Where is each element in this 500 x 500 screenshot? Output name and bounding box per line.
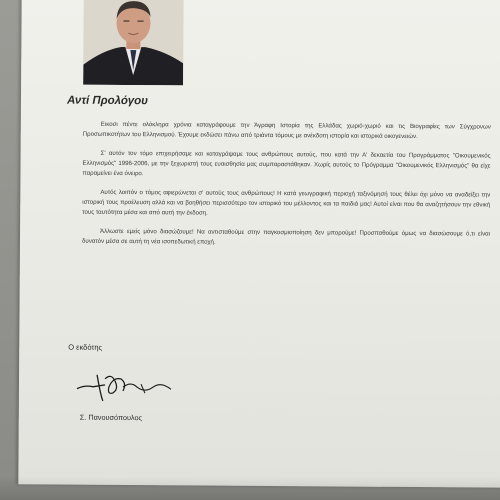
paragraph: Εικοσι πέντε ολόκληρα χρόνια καταγράφουμε την Άγραφη Ιστορία της Ελλάδας χωριό-χωριό και τις Βιογραφίες των Σύγχρονων Προσωπικοτήτων του Ελληνισμού. Έχουμε εκδώσει πάνω από τριάντα τόμους με ανέκδοτη ιστορία και ιστορικά οικογενειών. xyxy=(82,120,491,141)
paragraph: Αυτός λοιπόν ο τόμος αφιερώνεται σ' αυτούς τους ανθρώπους! Η κατά γεωγραφική περιοχή ταξινόμησή τους θέλει όχι μόνο να αναδείξει την ιστορική τους προέλευση αλλά και να βοηθήσει περισσότερο τον ιστορικό του μέλλοντος και τα παιδιά μας! Αυτοί είναι που θα αναζητήσουν την εθνική τους ταυτότητα μέσα και από αυτή την έκδοση. xyxy=(82,188,491,217)
preface-title: Αντί Προλόγου xyxy=(66,94,148,108)
portrait-image xyxy=(83,0,184,85)
handwritten-signature xyxy=(75,367,175,408)
publisher-portrait-photo xyxy=(83,0,184,85)
preface-body xyxy=(82,120,491,259)
book-page xyxy=(18,0,500,488)
publisher-label: Ο εκδότης xyxy=(68,342,103,352)
paragraph: Σ' αυτόν τον τόμο επιχειρήσαμε και καταγράψαμε τους ανθρώπους αυτούς, που κατά την Α' δεκαετία του Προγράμματος "Οικουμενικός Ελληνισμός" 1996-2006, με την ξεχωριστή τους ευαισθησία μας συμπαραστάθηκαν. Χωρίς αυτούς το Πρόγραμμα "Οικουμενικός Ελληνισμός" θα είχε παραμείνει ένα όνειρο. xyxy=(82,149,491,178)
photo-shadow xyxy=(0,476,500,500)
signer-name: Σ. Πανουσόπουλος xyxy=(79,412,143,423)
paragraph: Άλλωστε εμείς μόνο διασώζουμε! Να αντισταθούμε στην παγκοσμιοποίηση δεν μπορούμε! Προσπαθούμε όμως να διασώσουμε ό,τι είναι δυνατόν μέσα σε αυτή τη νέα ισοπεδωτική εποχή. xyxy=(81,227,491,246)
